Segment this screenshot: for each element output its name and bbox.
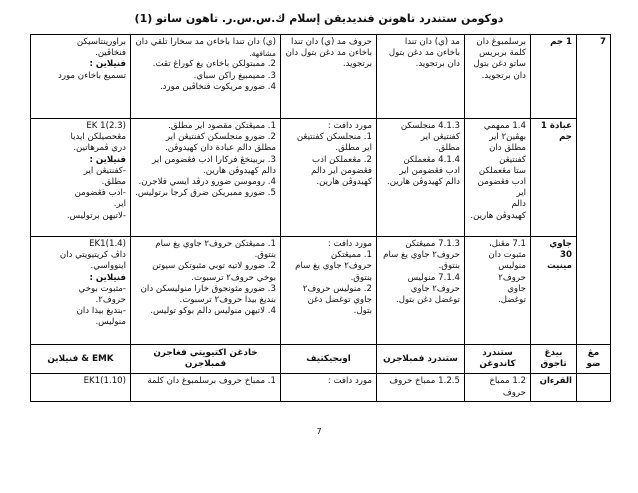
table-row (31, 237, 611, 345)
emk-cell: EK1(1.4) داڤ كريتيويتي دان اينوواسي. فنيلاين : -مثبوت بوخي حروف٢. -بنديغ بيذا دان منوليس. (31, 237, 131, 345)
week-cell: 7 (577, 35, 611, 345)
activity-cell: 1. مميڠتكن حروف٢ جاوي يغ سام بنتوق. 2. ضورو لاتيه توبي مثبوتكن سيوتن بوخي حروف٢ ترسبوت. 3. ضورو مثونجوق خارا منوليسكن دان بنديغ بيذا حروف٢ ترسبوت. 4. لاتيهن منوليس دالم بوكو توليس. (131, 237, 281, 345)
topic-cell: جاوي 30 مينيت (531, 237, 577, 345)
header-learning-standard: ستندرد فمبلاجرن (377, 345, 465, 374)
header-week: مڠ ضو (577, 345, 611, 374)
emk-cell: براورينتاسيكن فنخاڤين. فنيلاين : تسميع باخاءن مورد (31, 35, 131, 119)
page-number: 7 (316, 427, 322, 436)
learning-standard-cell: 4.1.3 منجلسكن كفنتيڠن اير مطلق. 4.1.4 مڠعملكن ادب فڠضومن اير دالم كهيدوڤن هارين. (377, 119, 465, 237)
topic-cell: 1 جم (531, 35, 577, 119)
objective-cell: مورد دافت : 1. منجلسكن كفنتيڠن اير مطلق. 2. مڠعملكن ادب فڠضومن اير دالم كهيدوڤن هارين. (281, 119, 377, 237)
objective-cell: حروف مد (ي) دان تندا باخاءن مد دغن بتول دان برتجويد. (281, 35, 377, 119)
topic-cell: عبادة 1 جم (531, 119, 577, 237)
activity-cell: 1. مميڠتكن مقصود اير مطلق. 2. ضورو منجلسكن كفنتيڠن اير مطلق دالم عبادة دان كهيدوڤن. 3. بربينخڠ فركارا ادب فڠضومن اير دالم كهيدوڤن هارين. 4. روموسن ضورو درڤد ايسي فلاجرن. 5. ضورو ممبريكن ضرق كرجا برتوليس. (131, 119, 281, 237)
table-row (31, 119, 611, 237)
content-standard-cell: 1.2 ممباخ حروف (465, 374, 531, 401)
header-objective: اوبجيكتيف (281, 345, 377, 374)
header-content-standard: ستندرد كاندوغن (465, 345, 531, 374)
activity-cell: 1. ممباخ حروف برسلمبوغ دان كلمة (131, 374, 281, 401)
header-activity: خادغن اكتيويتي فغاجرن فمبلاجرن (131, 345, 281, 374)
header-topic: بيدغ تاجوق (531, 345, 577, 374)
header-emk: EMK & فنيلاين (31, 345, 131, 374)
content-standard-cell: 1.4 ممهمي بهڤين٢ اير مطلق دان كفنتيڠن ستا مڠعملكن ادب فڠضومن اير دالم كهيدوڤن هارين. (465, 119, 531, 237)
objective-cell: مورد دافت : 1. مميڠتكن حروف٢ جاوي يغ سام بنتوق. 2. منوليس حروف٢ جاوي توغضل دغن بتول. (281, 237, 377, 345)
objective-cell: مورد دافت : (281, 374, 377, 401)
content-standard-cell: 7.1 مڠنل، مثبوت دان منوليس حروف٢ جاوي توغضل. (465, 237, 531, 345)
emk-cell: EK 1(2.3) مڠحصيلكن ايديا دري ڤمرهاتين. فنيلاين : -كفنتيڠن اير مطلق. -ادب فڠضومن اير. -لاتيهن برتوليس. (31, 119, 131, 237)
table-header-row (31, 345, 611, 374)
topic-cell: القرءان (531, 374, 577, 401)
document-title: دوكومن ستندرد تاهونن فنديديقن إسلام ك.س.س.ر. تاهون ساتو (1) (134, 12, 504, 25)
content-standard-cell: برسلمبوغ دان كلمة بربريس ساتو دغن بتول دان برتجويد. (465, 35, 531, 119)
learning-standard-cell: 7.1.3 مميڠتكن حروف٢ جاوي يغ سام بنتوق. 7.1.4 منوليس حروف٢ جاوي توغضل دغن بتول. (377, 237, 465, 345)
learning-standard-cell: 1.2.5 ممباخ حروف (377, 374, 465, 401)
learning-standard-cell: مد (ي) دان تندا باخاءن مد دغن بتول دان برتجويد. (377, 35, 465, 119)
table-row (31, 35, 611, 119)
lesson-plan-table (30, 34, 611, 402)
emk-cell: EK1(1.10) (31, 374, 131, 401)
activity-cell: (ي) دان تندا باخاءن مد سخارا تلقي دان مشافهة. 2. ممبتولكن باخاءن يغ كوراغ تڤت. 3. مميمبيغ راكن سباي. 4. ضورو مريكوت فنخاڤين مورد. (131, 35, 281, 119)
table-row (31, 374, 611, 401)
week-cell-empty (577, 374, 611, 401)
